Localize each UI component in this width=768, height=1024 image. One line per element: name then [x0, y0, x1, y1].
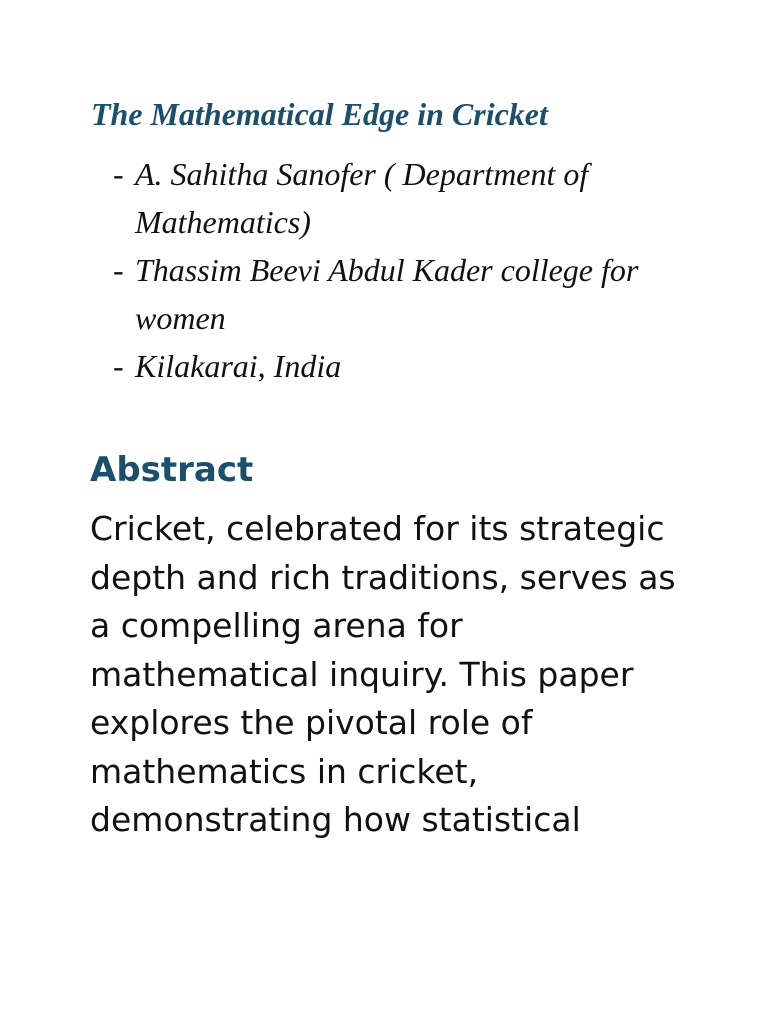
list-dash: -: [113, 252, 124, 288]
author-line: [113, 342, 673, 390]
institution: Thassim Beevi Abdul Kader college for women: [135, 252, 639, 336]
author-list: [113, 150, 673, 390]
author-line: [113, 150, 673, 246]
location: Kilakarai, India: [135, 348, 342, 384]
list-dash: -: [113, 348, 124, 384]
list-dash: -: [113, 156, 124, 192]
abstract-text: Cricket, celebrated for its strategic depth and rich traditions, serves as a compelling arena for mathematical inquiry. This paper explores the pivotal role of mathematics in cricket, demonstrating how statistical: [90, 509, 676, 839]
abstract-heading: Abstract: [90, 450, 254, 490]
paper-title: The Mathematical Edge in Cricket: [91, 96, 548, 132]
author-affiliation: A. Sahitha Sanofer ( Department of Mathematics): [135, 156, 589, 240]
author-line: [113, 246, 673, 342]
